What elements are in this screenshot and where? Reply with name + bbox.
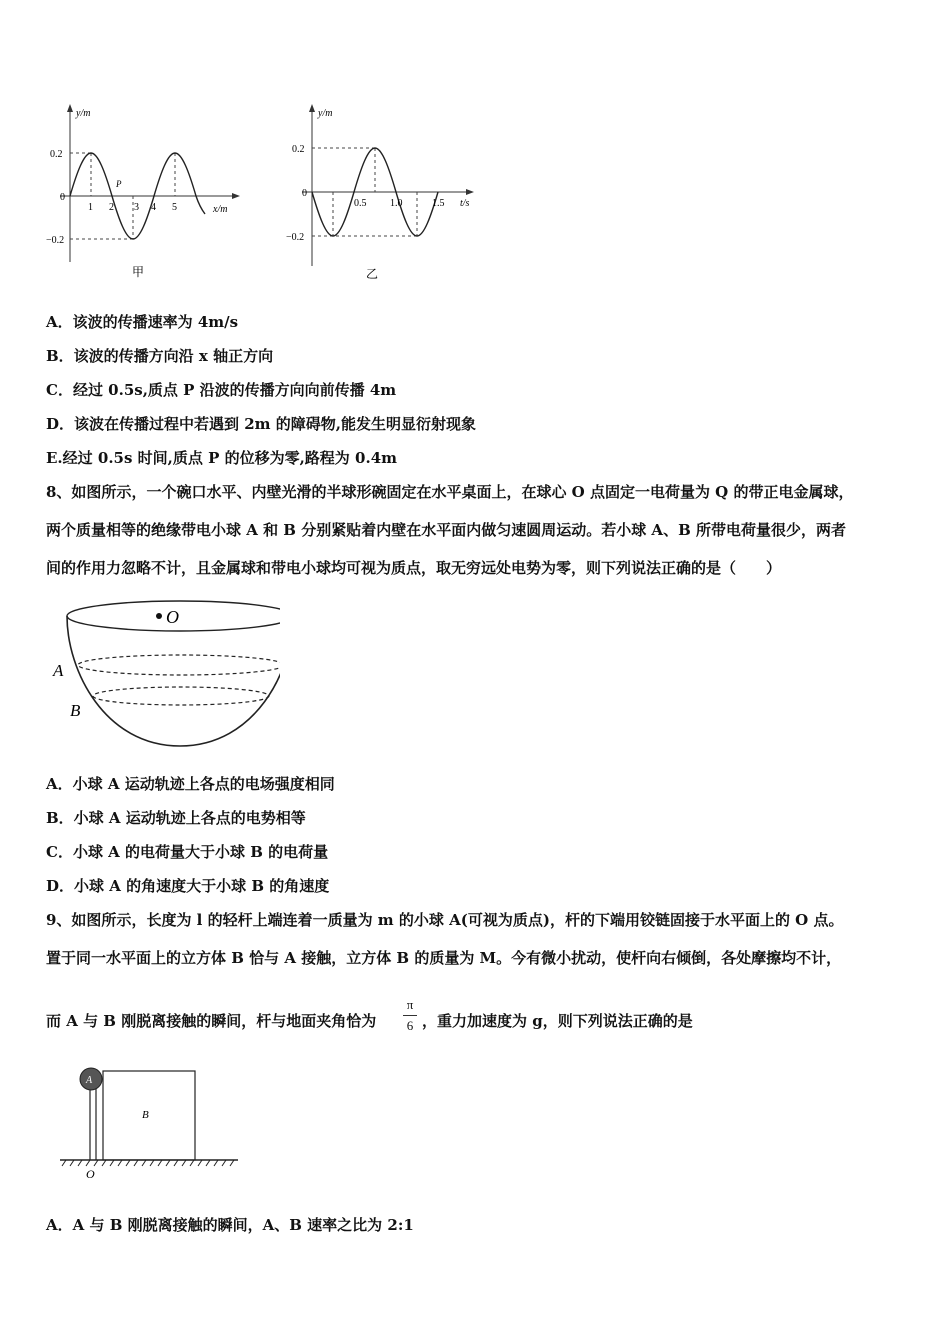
q8-option-c: C．小球 A 的电荷量大于小球 B 的电荷量 [46,843,329,861]
jia-caption: 甲 [132,265,145,279]
q9-stem-line-3a: 而 A 与 B 刚脱离接触的瞬间，杆与地面夹角恰为 [46,1012,377,1030]
q7-option-c: C．经过 0.5s,质点 P 沿波的传播方向向前传播 4m [46,381,397,399]
yi-y-axis-label: y/m [318,108,333,119]
jia-x-tick-2: 2 [109,202,114,213]
jia-x-tick-5: 5 [172,202,177,213]
yi-x-tick-05: 0.5 [354,198,367,209]
q8-option-b: B．小球 A 运动轨迹上各点的电势相等 [46,809,306,827]
q8-option-a: A．小球 A 运动轨迹上各点的电场强度相同 [46,775,335,793]
yi-y-tick-top: 0.2 [292,144,305,155]
q7-option-d: D．该波在传播过程中若遇到 2m 的障碍物,能发生明显衍射现象 [46,415,476,433]
yi-y-tick-bottom: −0.2 [286,232,305,243]
yi-caption: 乙 [366,267,379,281]
q9-option-a: A．A 与 B 刚脱离接触的瞬间，A、B 速率之比为 2:1 [46,1216,414,1234]
q9-stem-line-2: 置于同一水平面上的立方体 B 恰与 A 接触，立方体 B 的质量为 M。今有微小扰动，使杆向右倾倒，各处摩擦均不计， [46,949,842,967]
bowl-label-a: A [53,661,64,680]
q8-stem-line-2: 两个质量相等的绝缘带电小球 A 和 B 分别紧贴着内壁在水平面内做匀速圆周运动。若小球 A、B 所带电荷量很少，两者 [46,521,846,539]
rod-cube-figure [56,1056,256,1186]
jia-x-tick-4: 4 [151,202,156,213]
jia-x-axis-label: x/m [213,204,228,215]
yi-y-tick-zero: 0 [302,188,307,199]
jia-y-tick-top: 0.2 [50,149,63,160]
bowl-label-o: O [166,607,179,627]
vibration-graph-yi [286,100,486,290]
q8-stem-line-1: 8、如图所示，一个碗口水平、内壁光滑的半球形碗固定在水平桌面上，在球心 O 点固定一电荷量为 Q 的带正电金属球， [46,483,854,501]
angle-fraction [403,998,417,1033]
q7-option-e: E.经过 0.5s 时间,质点 P 的位移为零,路程为 0.4m [46,449,397,467]
rod-label-b: B [142,1109,149,1121]
yi-x-axis-label: t/s [460,198,470,209]
jia-x-tick-1: 1 [88,202,93,213]
jia-y-tick-bottom: −0.2 [46,235,65,246]
q8-option-d: D．小球 A 的角速度大于小球 B 的角速度 [46,877,330,895]
fraction-numerator: π [406,997,414,1012]
jia-y-tick-zero: 0 [60,192,65,203]
q7-option-a: A．该波的传播速率为 4m/s [46,313,239,331]
q9-stem-line-3b: ，重力加速度为 g，则下列说法正确的是 [422,1012,693,1030]
bowl-label-b: B [70,701,81,720]
jia-point-label: P [116,179,122,189]
yi-x-tick-15: 1.5 [432,198,445,209]
bowl-figure [50,596,280,756]
rod-label-o: O [86,1167,95,1181]
q8-stem-line-3: 间的作用力忽略不计，且金属球和带电小球均可视为质点，取无穷远处电势为零，则下列说法正确的是（ ） [46,559,782,577]
yi-x-tick-10: 1.0 [390,198,403,209]
jia-x-tick-3: 3 [134,202,139,213]
wave-graph-jia [46,100,246,290]
q7-option-b: B．该波的传播方向沿 x 轴正方向 [46,347,274,365]
jia-y-axis-label: y/m [76,108,91,119]
rod-label-a: A [86,1075,93,1086]
fraction-denominator: 6 [406,1018,414,1033]
q9-stem-line-1: 9、如图所示，长度为 l 的轻杆上端连着一质量为 m 的小球 A(可视为质点)，杆的下端用铰链固接于水平面上的 O 点。 [46,911,844,929]
